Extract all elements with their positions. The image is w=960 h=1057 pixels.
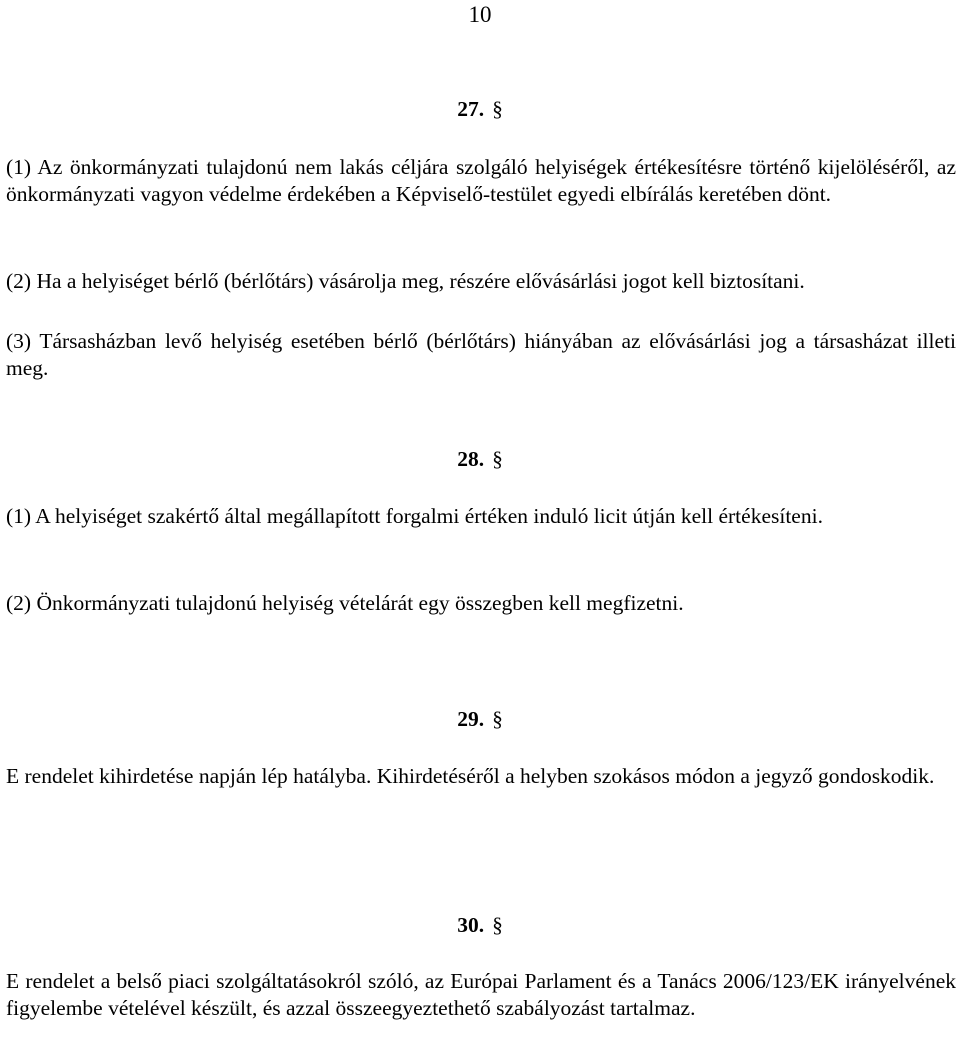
section-number: 30.: [457, 913, 485, 937]
section-number: 28.: [457, 447, 485, 471]
section-number: 27.: [457, 97, 485, 121]
paragraph-28-2: (2) Önkormányzati tulajdonú helyiség vételárát egy összegben kell megfizetni.: [6, 591, 684, 615]
section-symbol: §: [492, 913, 503, 937]
paragraph-27-1: (1) Az önkormányzati tulajdonú nem lakás céljára szolgáló helyiségek értékesítésre történő kijelöléséről, az önkormányzati vagyon védelme érdekében a Képviselő-testület egyedi elbírálás keretében dönt.: [6, 155, 956, 206]
paragraph-28-1: (1) A helyiséget szakértő által megállapított forgalmi értéken induló licit útján kell értékesíteni.: [6, 504, 823, 528]
section-symbol: §: [492, 97, 503, 121]
section-number: 29.: [457, 707, 485, 731]
paragraph-30-1: E rendelet a belső piaci szolgáltatásokról szóló, az Európai Parlament és a Tanács 2006/123/EK irányelvének figyelembe vételével készült, és azzal összeegyeztethető szabályozást tartalmaz.: [6, 969, 956, 1020]
paragraph-27-2: (2) Ha a helyiséget bérlő (bérlőtárs) vásárolja meg, részére elővásárlási jogot kell biztosítani.: [6, 269, 805, 293]
section-symbol: §: [492, 707, 503, 731]
section-heading-28: [0, 446, 960, 473]
section-heading-29: [0, 706, 960, 733]
paragraph-29-1: E rendelet kihirdetése napján lép hatályba. Kihirdetéséről a helyben szokásos módon a jegyző gondoskodik.: [6, 764, 935, 788]
section-heading-27: [0, 96, 960, 123]
page-number: 10: [468, 2, 492, 27]
paragraph-27-3: (3) Társasházban levő helyiség esetében bérlő (bérlőtárs) hiányában az elővásárlási jog a társasházat illeti meg.: [6, 329, 956, 380]
section-heading-30: [0, 912, 960, 939]
section-symbol: §: [492, 447, 503, 471]
